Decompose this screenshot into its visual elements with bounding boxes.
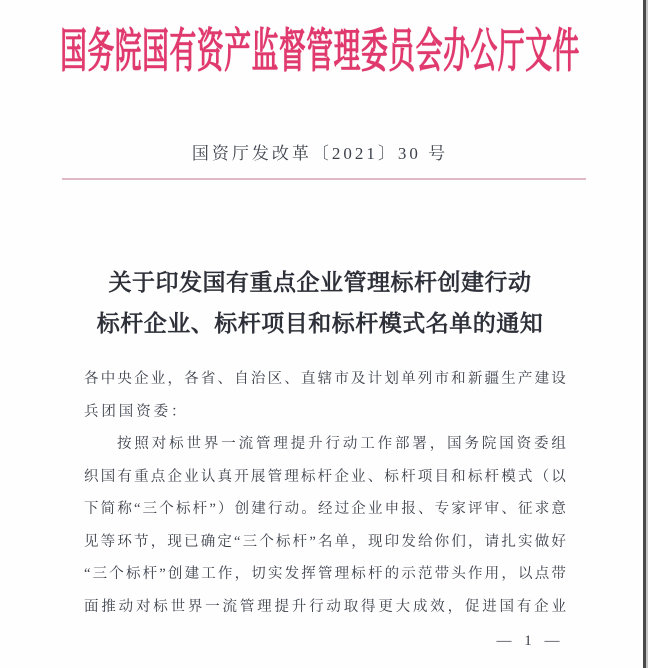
document-title-line-1: 关于印发国有重点企业管理标杆创建行动: [108, 270, 532, 295]
document-body: [84, 369, 566, 629]
document-reference-number: 国资厅发改革〔2021〕30 号: [191, 144, 449, 163]
document-header: [0, 22, 640, 83]
body-line-paragraph-3: 下 简 称 “ 三 个 标 杆 ” ） 创 建 行 动 。 经 过 企 业 申 报 、 专 家 评 审 、 征 求 意: [84, 501, 566, 517]
body-line-paragraph-4: 见 等 环 节 ， 现 已 确 定 “ 三 个 标 杆 ” 名 单 ， 现 印 发 给 你 们 ， 请 扎 实 做 好: [84, 533, 566, 550]
document-title: [0, 262, 640, 344]
body-line-salutation-1: 各 中 央 企 业 ， 各 省 、 自 治 区 、 直 辖 市 及 计 划 单 列 市 和 新 疆 生 产 建 设: [84, 371, 566, 387]
page-number: — 1 —: [496, 633, 562, 649]
body-line-paragraph-2: 织 国 有 重 点 企 业 认 真 开 展 管 理 标 杆 企 业 、 标 杆 项 目 和 标 杆 模 式 （ 以: [84, 468, 566, 485]
document-title-line-2: 标杆企业、标杆项目和标杆模式名单的通知: [96, 311, 544, 336]
body-line-paragraph-5: “ 三 个 标 杆 ” 创 建 工 作 ， 切 实 发 挥 管 理 标 杆 的 示 范 带 头 作 用 ， 以 点 带: [84, 566, 566, 582]
header-divider-line: [62, 178, 586, 180]
body-line-salutation-2: 兵团国资委：: [84, 403, 189, 420]
body-line-paragraph-1: 按 照 对 标 世 界 一 流 管 理 提 升 行 动 工 作 部 署 ， 国 务 院 国 资 委 组: [117, 436, 566, 452]
body-line-paragraph-6: 面 推 动 对 标 世 界 一 流 管 理 提 升 行 动 取 得 更 大 成 效 ， 促 进 国 有 企 业: [84, 598, 566, 615]
issuing-organization-title: 国务院国有资产监督管理委员会办公厅文件: [60, 26, 580, 78]
